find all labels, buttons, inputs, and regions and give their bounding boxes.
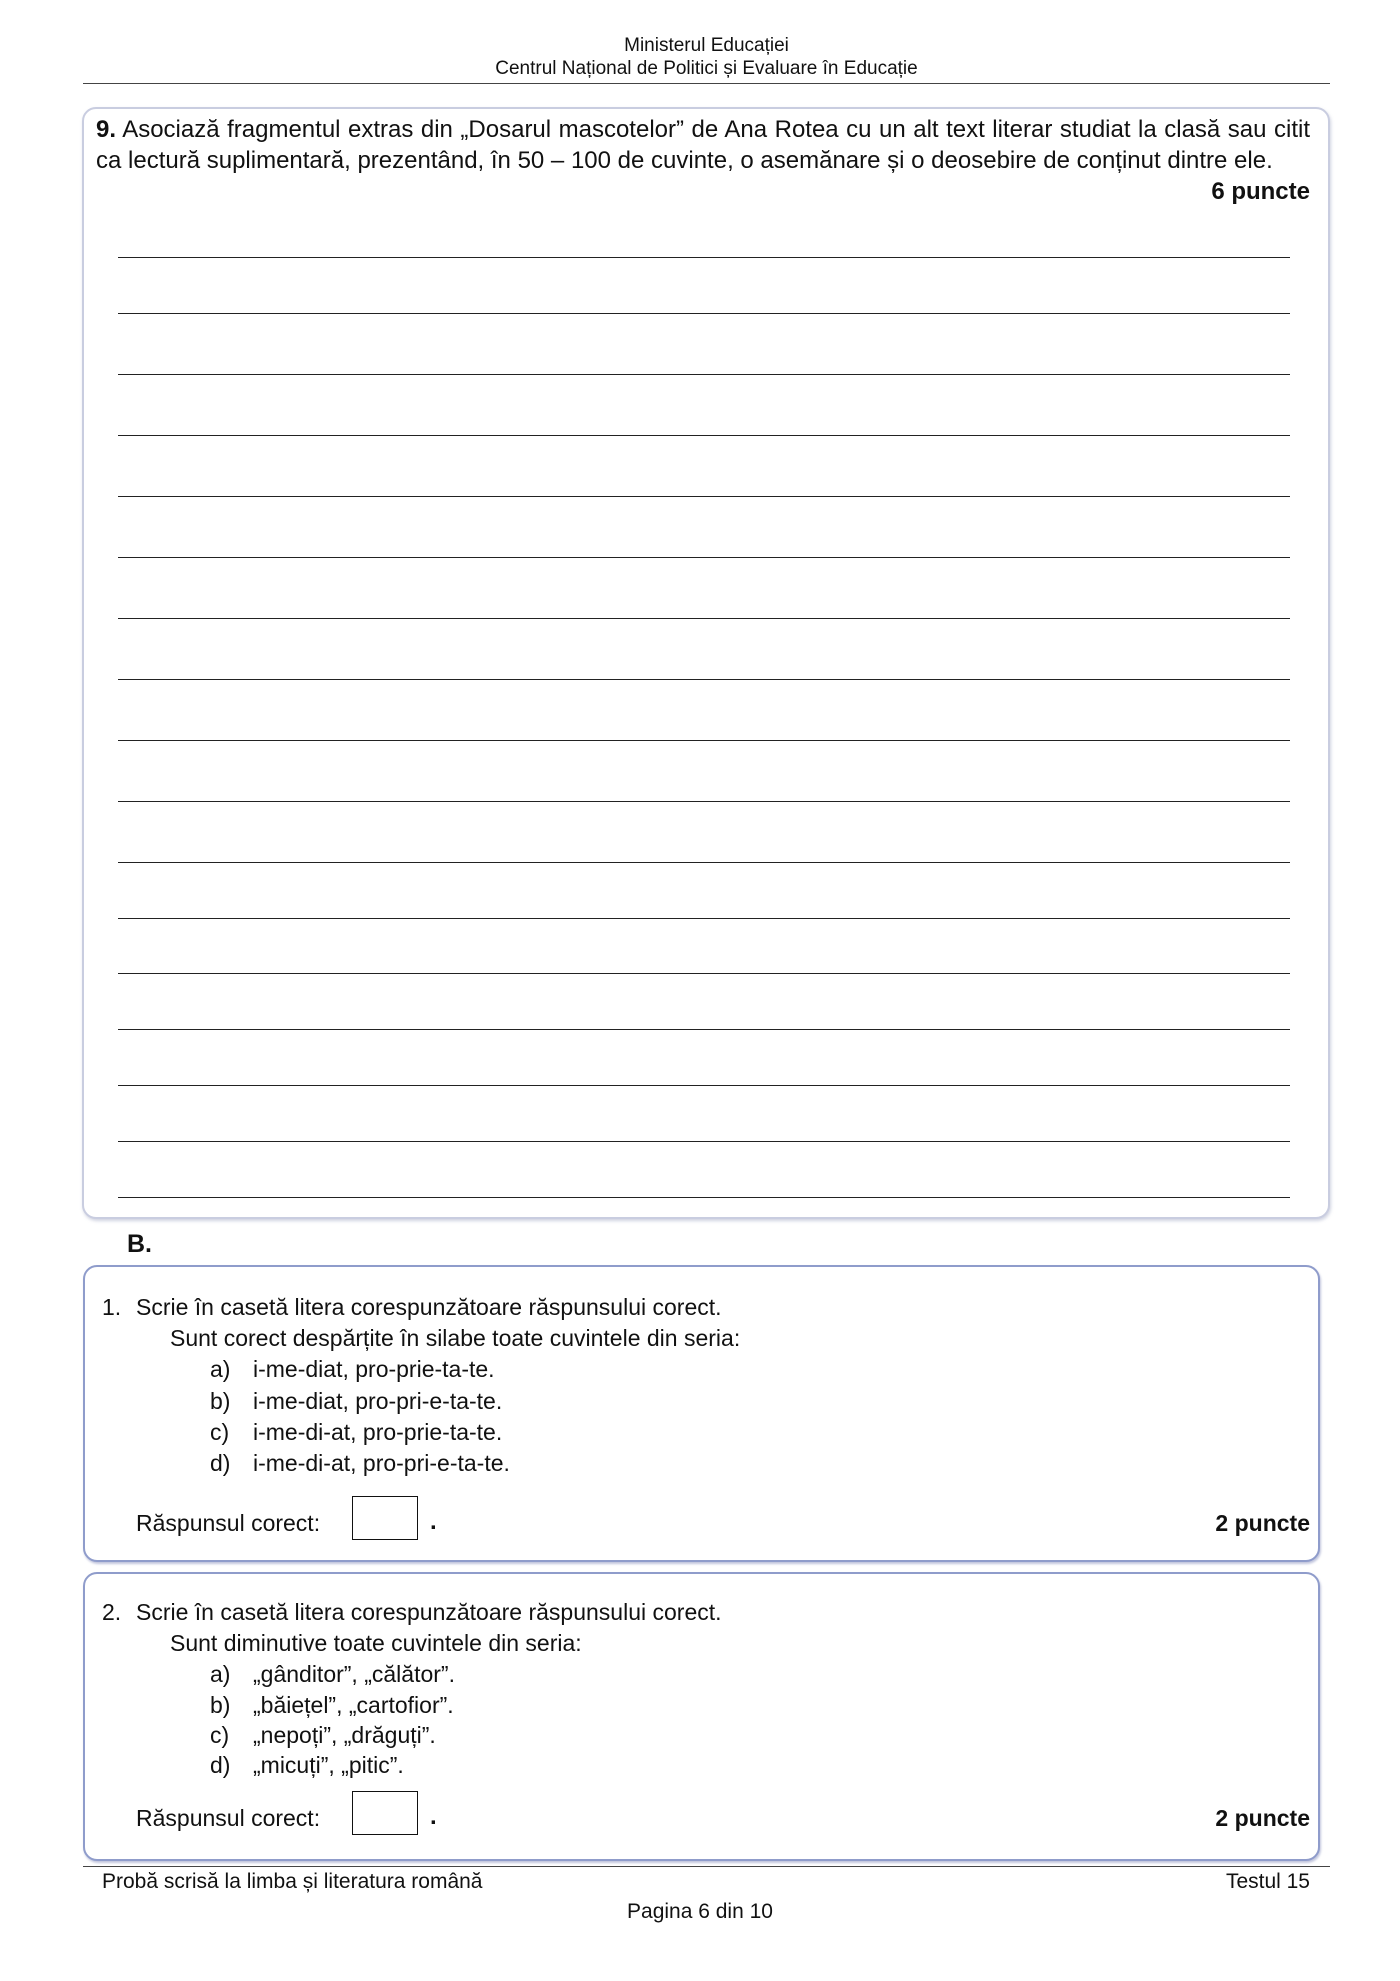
question-1-instruction: Scrie în casetă litera corespunzătoare răspunsului corect. [136, 1294, 722, 1320]
option-text: i-me-di-at, pro-prie-ta-te. [253, 1419, 503, 1445]
option-text: i-me-diat, pro-pri-e-ta-te. [253, 1388, 503, 1414]
header-divider [83, 83, 1330, 84]
answer-line[interactable] [118, 557, 1290, 558]
question-1-prompt: Sunt corect despărțite în silabe toate cuvintele din seria: [170, 1325, 741, 1351]
option-letter: b) [210, 1692, 231, 1718]
answer-line[interactable] [118, 1085, 1290, 1086]
answer-label: Răspunsul corect: [136, 1510, 321, 1536]
answer-dot: . [430, 1803, 437, 1830]
option-letter: d) [210, 1752, 231, 1778]
option-letter: b) [210, 1388, 231, 1414]
option-letter: a) [210, 1356, 231, 1382]
answer-line[interactable] [118, 862, 1290, 863]
question-9-text [96, 114, 1310, 207]
question-1-number: 1. [102, 1294, 122, 1320]
question-2-prompt: Sunt diminutive toate cuvintele din seria: [170, 1630, 582, 1656]
answer-line[interactable] [118, 496, 1290, 497]
answer-line[interactable] [118, 257, 1290, 258]
answer-line[interactable] [118, 1141, 1290, 1142]
option-letter: a) [210, 1661, 231, 1687]
answer-line[interactable] [118, 374, 1290, 375]
option-letter: c) [210, 1722, 230, 1748]
answer-input-box[interactable] [352, 1791, 418, 1835]
answer-line[interactable] [118, 618, 1290, 619]
option-letter: d) [210, 1450, 231, 1476]
option-text: „micuți”, „pitic”. [253, 1752, 404, 1778]
answer-input-box[interactable] [352, 1496, 418, 1540]
option-letter: c) [210, 1419, 230, 1445]
ministry-name: Ministerul Educației [624, 35, 789, 56]
question-9-prompt: Asociază fragmentul extras din „Dosarul mascotelor” de Ana Rotea cu un alt text literar studiat la clasă sau citit ca lectură suplimentară, prezentând, în 50 – 100 de cuvinte, o asemănare și o deosebire de conținut dintre ele. [96, 116, 1310, 174]
footer-test-number: Testul 15 [1225, 1870, 1310, 1893]
option-text: „nepoți”, „drăguți”. [253, 1722, 436, 1748]
answer-line[interactable] [118, 435, 1290, 436]
option-text: i-me-diat, pro-prie-ta-te. [253, 1356, 495, 1382]
answer-dot: . [430, 1508, 437, 1535]
section-b-label: B. [127, 1230, 152, 1258]
option-text: „băiețel”, „cartofior”. [253, 1692, 454, 1718]
center-name: Centrul Național de Politici și Evaluare în Educație [495, 58, 918, 79]
answer-label: Răspunsul corect: [136, 1805, 321, 1831]
question-2-instruction: Scrie în casetă litera corespunzătoare răspunsului corect. [136, 1599, 722, 1625]
question-9-box [82, 107, 1330, 1219]
footer-divider [83, 1866, 1330, 1867]
answer-line[interactable] [118, 918, 1290, 919]
page-number: Pagina 6 din 10 [627, 1900, 773, 1923]
answer-line[interactable] [118, 973, 1290, 974]
option-text: i-me-di-at, pro-pri-e-ta-te. [253, 1450, 510, 1476]
page-header [83, 34, 1330, 80]
footer-subject: Probă scrisă la limba și literatura română [102, 1870, 483, 1893]
question-2-points: 2 puncte [1215, 1805, 1310, 1831]
question-2-number: 2. [102, 1599, 122, 1625]
question-1-points: 2 puncte [1215, 1510, 1310, 1536]
answer-line[interactable] [118, 1197, 1290, 1198]
question-9-number: 9. [96, 116, 117, 143]
option-text: „gânditor”, „călător”. [253, 1661, 455, 1687]
answer-line[interactable] [118, 1029, 1290, 1030]
answer-line[interactable] [118, 679, 1290, 680]
answer-line[interactable] [118, 740, 1290, 741]
question-9-points: 6 puncte [1211, 178, 1310, 205]
answer-line[interactable] [118, 313, 1290, 314]
answer-line[interactable] [118, 801, 1290, 802]
